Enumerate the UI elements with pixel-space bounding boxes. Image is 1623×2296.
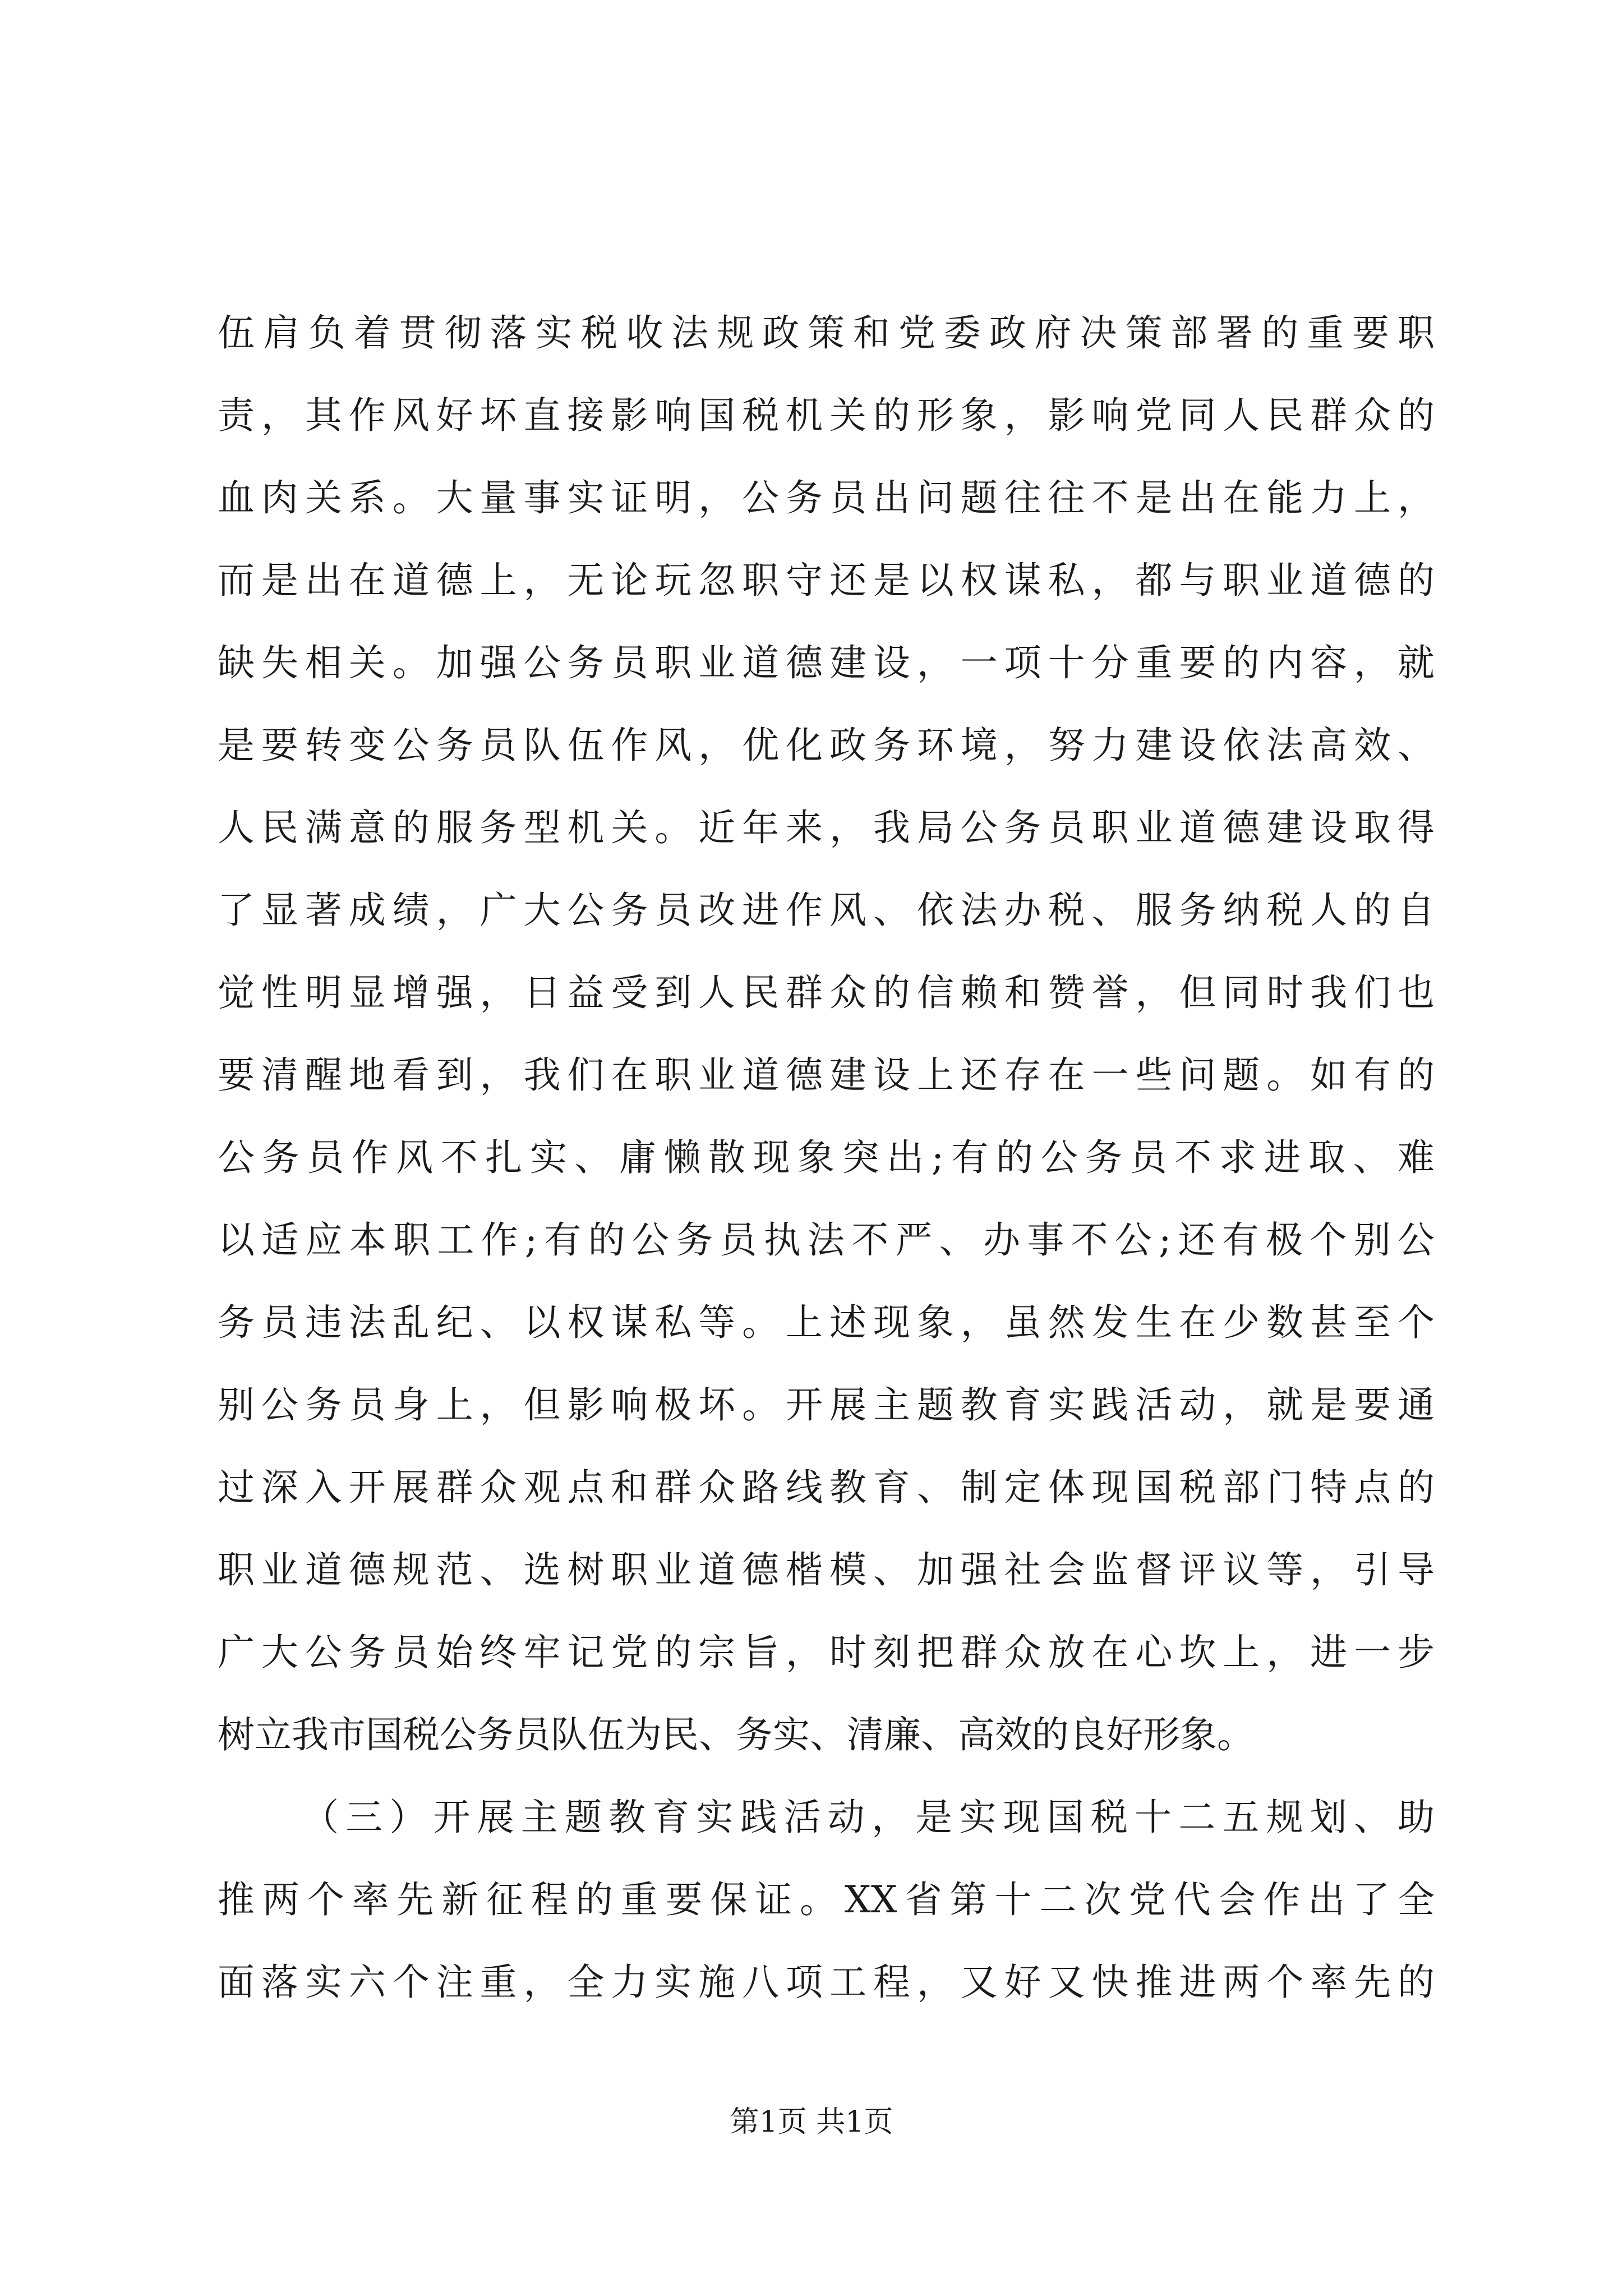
text-line: 伍肩负着贯彻落实税收法规政策和党委政府决策部署的重要职 (218, 311, 1435, 355)
text-line: 人民满意的服务型机关。近年来，我局公务员职业道德建设取得 (218, 806, 1435, 849)
text-line: 要清醒地看到，我们在职业道德建设上还存在一些问题。如有的 (218, 1053, 1435, 1097)
text-line: 务员违法乱纪、以权谋私等。上述现象，虽然发生在少数甚至个 (218, 1301, 1435, 1344)
text-line: 树立我市国税公务员队伍为民、务实、清廉、高效的良好形象。 (218, 1713, 1254, 1756)
text-line: 广大公务员始终牢记党的宗旨，时刻把群众放在心坎上，进一步 (218, 1631, 1435, 1674)
text-line: 而是出在道德上，无论玩忽职守还是以权谋私，都与职业道德的 (218, 559, 1435, 602)
text-line: 职业道德规范、选树职业道德楷模、加强社会监督评议等，引导 (218, 1548, 1435, 1591)
text-line: 缺失相关。加强公务员职业道德建设，一项十分重要的内容，就 (218, 641, 1435, 684)
text-line: 以适应本职工作;有的公务员执法不严、办事不公;还有极个别公 (218, 1218, 1435, 1262)
text-line: 面落实六个注重，全力实施八项工程，又好又快推进两个率先的 (218, 1961, 1435, 2004)
text-line: （三）开展主题教育实践活动，是实现国税十二五规划、助 (302, 1796, 1435, 1839)
text-line: 觉性明显增强，日益受到人民群众的信赖和赞誉，但同时我们也 (218, 971, 1435, 1014)
text-line: 血肉关系。大量事实证明，公务员出问题往往不是出在能力上， (218, 476, 1435, 519)
text-line: 过深入开展群众观点和群众路线教育、制定体现国税部门特点的 (218, 1466, 1435, 1509)
text-line: 推两个率先新征程的重要保证。XX省第十二次党代会作出了全 (218, 1878, 1435, 1921)
text-line: 了显著成绩，广大公务员改进作风、依法办税、服务纳税人的自 (218, 889, 1435, 932)
page-number-footer: 第1页 共1页 (730, 2105, 893, 2139)
text-line: 是要转变公务员队伍作风，优化政务环境，努力建设依法高效、 (218, 724, 1435, 767)
text-line: 别公务员身上，但影响极坏。开展主题教育实践活动，就是要通 (218, 1383, 1435, 1427)
text-line: 公务员作风不扎实、庸懒散现象突出;有的公务员不求进取、难 (218, 1136, 1435, 1179)
document-body (218, 292, 1435, 2023)
text-line: 责，其作风好坏直接影响国税机关的形象，影响党同人民群众的 (218, 394, 1435, 437)
